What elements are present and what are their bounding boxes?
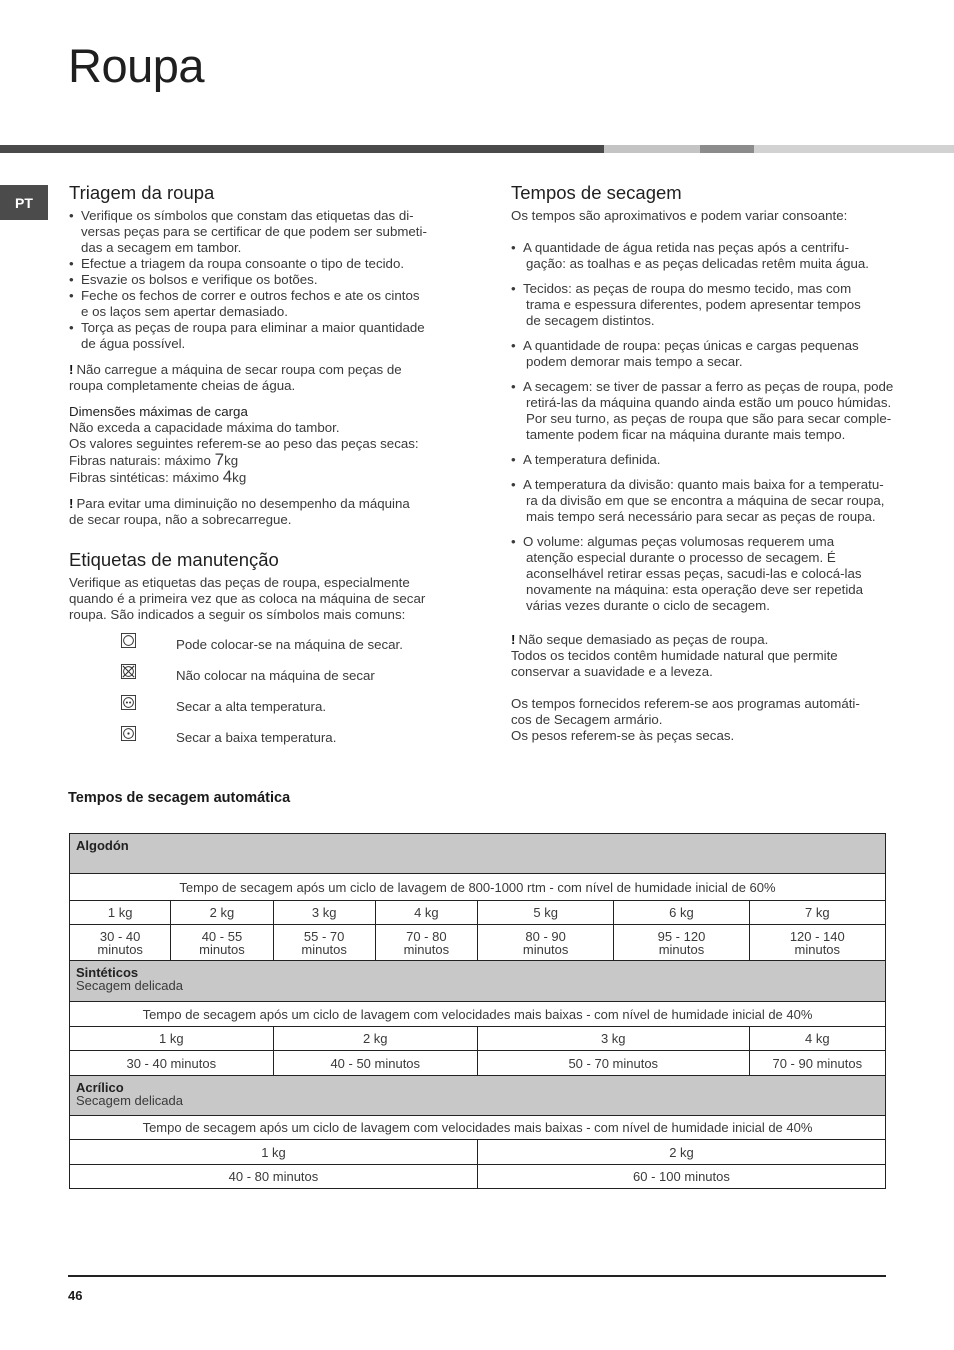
table-row-loads — [70, 901, 886, 925]
table-cell: 2 kg — [477, 1140, 885, 1165]
table-cell: 70 - 80 minutos — [375, 925, 477, 961]
drying-factor-item — [511, 379, 896, 443]
drying-factor-item — [511, 534, 896, 614]
drying-factor-text-cont: trama e espessura diferentes, podem apresentar tempos — [526, 297, 861, 312]
table-condition-row — [70, 874, 886, 901]
drying-factor-text: • A quantidade de água retida nas peças após a centrifu- — [511, 240, 850, 255]
drying-factor-text-cont: ra da divisão em que se encontra a máquina de secar roupa, — [526, 493, 885, 508]
do-not-tumble-dry-icon — [121, 664, 136, 679]
table-cell: 55 - 70 minutos — [273, 925, 375, 961]
drying-factor-text: • Tecidos: as peças de roupa do mesmo tecido, mas com — [511, 281, 852, 296]
table-condition-row — [70, 1116, 886, 1140]
sorting-bullet-cont: das a secagem em tambor. — [81, 240, 242, 255]
table-cell: 1 kg — [70, 1027, 274, 1051]
table-cell: 40 - 50 minutos — [273, 1051, 477, 1076]
sorting-bullet: • Esvazie os bolsos e verifique os botões. — [69, 272, 459, 288]
tumble-dry-icon — [121, 633, 136, 648]
table-cell: 60 - 100 minutos — [477, 1165, 885, 1189]
load-natural: Fibras naturais: máximo 7kg — [69, 450, 239, 469]
table-row-loads — [70, 1027, 886, 1051]
table-cell: 3 kg — [477, 1027, 749, 1051]
header-bar-dark — [0, 145, 604, 153]
care-symbol-label: Pode colocar-se na máquina de secar. — [176, 637, 403, 652]
condition-acrylic: Tempo de secagem após um ciclo de lavagem com velocidades mais baixas - com nível de humidade inicial de 40% — [70, 1116, 886, 1140]
sorting-bullet: • Verifique os símbolos que constam das etiquetas das di- — [69, 208, 459, 224]
table-section-acrylic — [70, 1076, 886, 1116]
table-section-synthetics — [70, 961, 886, 1002]
drying-factor-text-cont: Por seu turno, as peças de roupa que são para secar comple- — [526, 411, 892, 426]
humidity-note: Todos os tecidos contêm humidade natural que permite — [511, 648, 838, 663]
section-name-acrylic: Acrílico Secagem delicada — [70, 1076, 886, 1116]
table-cell: 120 - 140 minutos — [749, 925, 885, 961]
table-row-times — [70, 1051, 886, 1076]
humidity-note: conservar a suavidade e a leveza. — [511, 664, 713, 679]
table-row-times — [70, 925, 886, 961]
care-symbol-label: Secar a alta temperatura. — [176, 699, 327, 714]
drying-factor-item — [511, 281, 896, 329]
labels-heading: Etiquetas de manutenção — [69, 549, 279, 570]
table-cell: 40 - 55 minutos — [171, 925, 273, 961]
tumble-dry-high-icon — [121, 695, 136, 710]
footer-rule — [68, 1275, 886, 1277]
table-section-cotton — [70, 834, 886, 874]
drying-factor-text-cont: de secagem distintos. — [526, 313, 655, 328]
header-bar-pale — [754, 145, 954, 153]
drying-factor-text: • A quantidade de roupa: peças únicas e cargas pequenas — [511, 338, 859, 353]
drying-factor-text-cont: atenção especial durante o processo de secagem. É — [526, 550, 836, 565]
table-heading: Tempos de secagem automática — [68, 790, 291, 806]
table-cell: 95 - 120 minutos — [614, 925, 749, 961]
load-warning: ! Para evitar uma diminuição no desempenho da máquina — [69, 496, 410, 511]
care-symbol-row — [69, 633, 459, 664]
section-name-cotton: Algodón — [70, 834, 886, 874]
tumble-dry-low-icon — [121, 726, 136, 741]
section-name-synthetics: Sintéticos Secagem delicada — [70, 961, 886, 1002]
care-symbol-row — [69, 664, 459, 695]
drying-times-intro: Os tempos são aproximativos e podem variar consoante: — [511, 208, 848, 223]
drying-factor-text-cont: podem demorar mais tempo a secar. — [526, 354, 743, 369]
table-cell: 40 - 80 minutos — [70, 1165, 478, 1189]
table-cell: 1 kg — [70, 1140, 478, 1165]
drying-factor-item — [511, 240, 896, 272]
table-cell: 50 - 70 minutos — [477, 1051, 749, 1076]
drying-factor-text-cont: novamente na máquina: esta operação deve ser repetida — [526, 582, 864, 597]
table-cell: 4 kg — [375, 901, 477, 925]
load-text: Os valores seguintes referem-se ao peso das peças secas: — [69, 436, 419, 451]
drying-factor-item — [511, 338, 896, 370]
table-cell: 80 - 90 minutos — [477, 925, 613, 961]
drying-factor-text: • A secagem: se tiver de passar a ferro as peças de roupa, pode — [511, 379, 894, 394]
drying-factor-text-cont: tamente podem ficar na máquina durante mais tempo. — [526, 427, 846, 442]
right-column — [511, 182, 896, 744]
care-symbol-label: Não colocar na máquina de secar — [176, 668, 375, 683]
table-cell: 1 kg — [70, 901, 171, 925]
left-column — [69, 182, 459, 757]
drying-factors-list — [511, 240, 896, 614]
table-cell: 30 - 40 minutos — [70, 925, 171, 961]
condition-cotton: Tempo de secagem após um ciclo de lavagem de 800-1000 rtm - com nível de humidade inicial de 60% — [70, 874, 886, 901]
drying-factor-text-cont: várias vezes durante o ciclo de secagem. — [526, 598, 770, 613]
drying-factor-item — [511, 477, 896, 525]
drying-factor-text-cont: mais tempo será necessário para secar as peças de roupa. — [526, 509, 876, 524]
sorting-bullet: • Torça as peças de roupa para eliminar a maior quantidade — [69, 320, 459, 336]
sorting-bullet: • Efectue a triagem da roupa consoante o tipo de tecido. — [69, 256, 459, 272]
care-symbol-label: Secar a baixa temperatura. — [176, 730, 337, 745]
labels-intro: Verifique as etiquetas das peças de roupa, especialmente — [69, 575, 410, 590]
condition-synthetics: Tempo de secagem após um ciclo de lavagem com velocidades mais baixas - com nível de humidade inicial de 40% — [70, 1002, 886, 1027]
load-subheading: Dimensões máximas de carga — [69, 404, 248, 419]
care-symbol-row — [69, 726, 459, 757]
table-cell: 4 kg — [749, 1027, 885, 1051]
page-number: 46 — [68, 1288, 83, 1303]
sorting-bullet-cont: e os laços sem apertar demasiado. — [81, 304, 288, 319]
sorting-bullet-cont: de água possível. — [81, 336, 186, 351]
sorting-heading: Triagem da roupa — [69, 182, 215, 203]
program-note: cos de Secagem armário. — [511, 712, 663, 727]
drying-factor-text-cont: aconselhável retirar essas peças, sacudi-las e colocá-las — [526, 566, 862, 581]
overload-warning-cont: roupa completamente cheias de água. — [69, 378, 296, 393]
table-row-times — [70, 1165, 886, 1189]
load-synthetic: Fibras sintéticas: máximo 4kg — [69, 467, 247, 486]
header-bar-light — [604, 145, 700, 153]
weight-note: Os pesos referem-se às peças secas. — [511, 728, 735, 743]
drying-times-table — [69, 833, 886, 1189]
load-warning-cont: de secar roupa, não a sobrecarregue. — [69, 512, 292, 527]
language-tab: PT — [0, 185, 48, 220]
table-cell: 3 kg — [273, 901, 375, 925]
sorting-bullet-cont: versas peças para se certificar de que podem ser submeti- — [81, 224, 427, 239]
table-condition-row — [70, 1002, 886, 1027]
table-cell: 7 kg — [749, 901, 885, 925]
drying-factor-text-cont: gação: as toalhas e as peças delicadas retêm muita água. — [526, 256, 869, 271]
table-cell: 5 kg — [477, 901, 613, 925]
labels-intro: quando é a primeira vez que as coloca na máquina de secar — [69, 591, 426, 606]
drying-factor-text: • A temperatura definida. — [511, 452, 661, 467]
table-row-loads — [70, 1140, 886, 1165]
drying-factor-item — [511, 452, 896, 468]
load-text: Não exceda a capacidade máxima do tambor. — [69, 420, 340, 435]
drying-factor-text: • O volume: algumas peças volumosas requerem uma — [511, 534, 835, 549]
header-bar-mid — [700, 145, 754, 153]
table-cell: 30 - 40 minutos — [70, 1051, 274, 1076]
table-cell: 70 - 90 minutos — [749, 1051, 885, 1076]
drying-factor-text: • A temperatura da divisão: quanto mais baixa for a temperatu- — [511, 477, 884, 492]
care-symbol-row — [69, 695, 459, 726]
sorting-bullet: • Feche os fechos de correr e outros fechos e ate os cintos — [69, 288, 459, 304]
page-title: Roupa — [68, 39, 204, 92]
overload-warning: ! Não carregue a máquina de secar roupa com peças de — [69, 362, 402, 377]
care-symbol-list — [69, 633, 459, 757]
table-cell: 2 kg — [273, 1027, 477, 1051]
labels-intro: roupa. São indicados a seguir os símbolos mais comuns: — [69, 607, 406, 622]
overdry-warning: ! Não seque demasiado as peças de roupa. — [511, 632, 769, 647]
drying-factor-text-cont: retirá-las da máquina quando ainda estão um pouco húmidas. — [526, 395, 892, 410]
table-cell: 2 kg — [171, 901, 273, 925]
program-note: Os tempos fornecidos referem-se aos programas automáti- — [511, 696, 860, 711]
table-cell: 6 kg — [614, 901, 749, 925]
drying-times-heading: Tempos de secagem — [511, 182, 682, 203]
